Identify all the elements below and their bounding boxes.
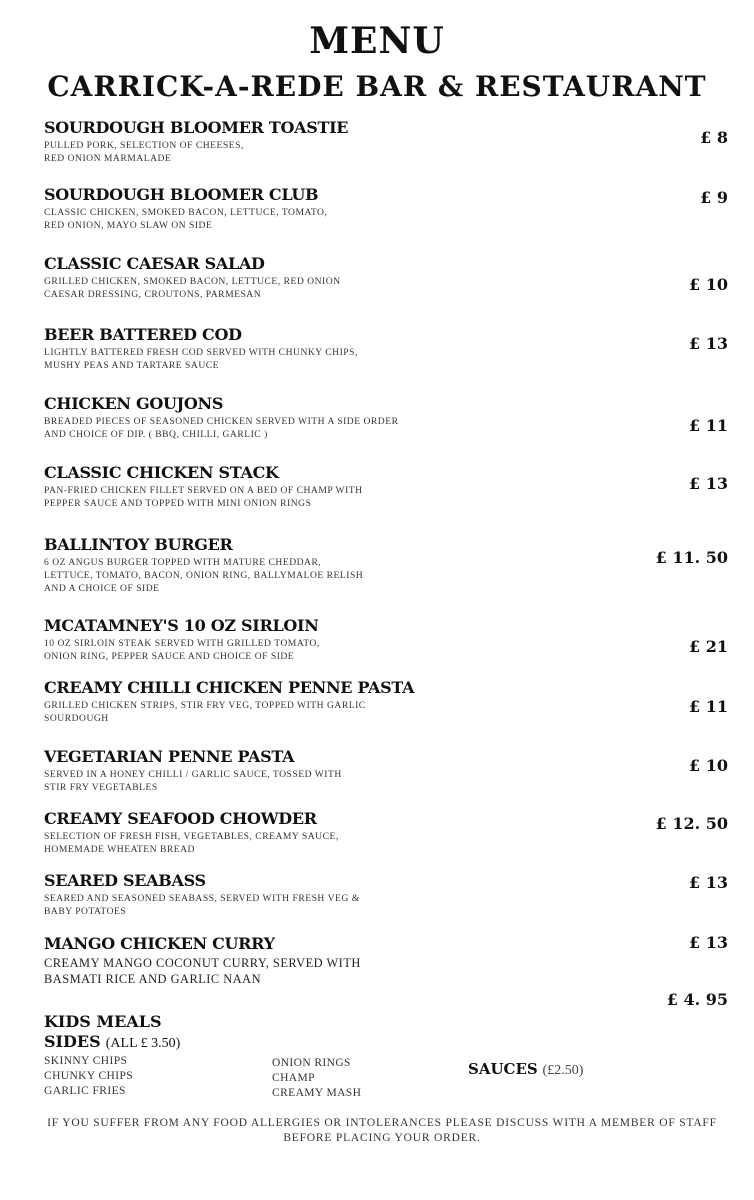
allergy-notice-line: IF YOU SUFFER FROM ANY FOOD ALLERGIES OR INTOLERANCES PLEASE DISCUSS WITH A MEMBER OF STAFF xyxy=(47,1117,717,1129)
menu-item-description xyxy=(44,346,664,372)
description-line: BREADED PIECES OF SEASONED CHICKEN SERVED WITH A SIDE ORDER xyxy=(44,416,399,427)
menu-item-price: £ 12. 50 xyxy=(655,814,728,833)
menu-item-description xyxy=(44,892,664,918)
sauces-price-note: (£2.50) xyxy=(542,1063,584,1078)
menu-item-description xyxy=(44,768,664,794)
menu-item-description xyxy=(44,206,664,232)
description-line: LIGHTLY BATTERED FRESH COD SERVED WITH CHUNKY CHIPS, xyxy=(44,347,358,358)
description-line: CAESAR DRESSING, CROUTONS, PARMESAN xyxy=(44,289,262,300)
menu-item-price: £ 11 xyxy=(689,697,728,716)
menu-item xyxy=(44,678,664,725)
description-line: ONION RING, PEPPER SAUCE AND CHOICE OF SIDE xyxy=(44,651,295,662)
menu-item-name: VEGETARIAN PENNE PASTA xyxy=(44,747,295,766)
menu-item xyxy=(44,934,664,987)
menu-item xyxy=(44,747,664,794)
menu-item-description xyxy=(44,415,664,441)
description-line: HOMEMADE WHEATEN BREAD xyxy=(44,844,195,855)
menu-item-name: MCATAMNEY'S 10 OZ SIRLOIN xyxy=(44,616,319,635)
page-title: MENU xyxy=(309,20,445,62)
menu-item-description xyxy=(44,275,664,301)
menu-item xyxy=(44,325,664,372)
description-line: RED ONION, MAYO SLAW ON SIDE xyxy=(44,220,213,231)
description-line: GRILLED CHICKEN, SMOKED BACON, LETTUCE, RED ONION xyxy=(44,276,341,287)
sides-list-right xyxy=(272,1056,361,1101)
description-line: PULLED PORK, SELECTION OF CHEESES, xyxy=(44,140,244,151)
sides-label: SIDES xyxy=(44,1032,101,1051)
menu-item xyxy=(44,118,664,165)
menu-item-price: £ 10 xyxy=(689,756,728,775)
side-item: GARLIC FRIES xyxy=(44,1085,126,1097)
menu-item-price: £ 21 xyxy=(689,637,728,656)
description-line: AND CHOICE OF DIP. ( BBQ, CHILLI, GARLIC ) xyxy=(44,429,268,440)
menu-item xyxy=(44,185,664,232)
side-item: CHAMP xyxy=(272,1072,315,1084)
menu-item-price: £ 13 xyxy=(689,334,728,353)
description-line: MUSHY PEAS AND TARTARE SAUCE xyxy=(44,360,220,371)
menu-item-price: £ 11. 50 xyxy=(655,548,728,567)
allergy-notice-line: BEFORE PLACING YOUR ORDER. xyxy=(283,1132,481,1144)
menu-item-name: SOURDOUGH BLOOMER TOASTIE xyxy=(44,118,349,137)
menu-item xyxy=(44,616,664,663)
side-item: CHUNKY CHIPS xyxy=(44,1070,134,1082)
description-line: SEARED AND SEASONED SEABASS, SERVED WITH FRESH VEG & xyxy=(44,893,360,904)
sides-price-note: (ALL £ 3.50) xyxy=(105,1036,181,1051)
menu-item-name: CLASSIC CHICKEN STACK xyxy=(44,463,279,482)
description-line: GRILLED CHICKEN STRIPS, STIR FRY VEG, TOPPED WITH GARLIC xyxy=(44,700,366,711)
description-line: CREAMY MANGO COCONUT CURRY, SERVED WITH xyxy=(44,956,361,970)
menu-item-price: £ 8 xyxy=(700,128,728,147)
description-line: 10 OZ SIRLOIN STEAK SERVED WITH GRILLED TOMATO, xyxy=(44,638,320,649)
description-line: 6 OZ ANGUS BURGER TOPPED WITH MATURE CHEDDAR, xyxy=(44,557,322,568)
menu-item-price: £ 10 xyxy=(689,275,728,294)
description-line: CLASSIC CHICKEN, SMOKED BACON, LETTUCE, TOMATO, xyxy=(44,207,328,218)
menu-item xyxy=(44,535,664,595)
sauces-heading xyxy=(468,1060,583,1079)
side-item: ONION RINGS xyxy=(272,1057,351,1069)
description-line: SOURDOUGH xyxy=(44,713,109,724)
menu-item-description xyxy=(44,699,664,725)
menu-item-description xyxy=(44,556,664,595)
menu-item-price: £ 9 xyxy=(700,188,728,207)
side-item: SKINNY CHIPS xyxy=(44,1055,128,1067)
menu-item-description xyxy=(44,139,664,165)
menu-item-description xyxy=(44,955,664,987)
side-item: CREAMY MASH xyxy=(272,1087,362,1099)
menu-item-name: MANGO CHICKEN CURRY xyxy=(44,934,275,953)
description-line: SERVED IN A HONEY CHILLI / GARLIC SAUCE, TOSSED WITH xyxy=(44,769,342,780)
menu-item xyxy=(44,463,664,510)
sides-list-left xyxy=(44,1054,133,1099)
description-line: STIR FRY VEGETABLES xyxy=(44,782,158,793)
menu-item-name: CREAMY SEAFOOD CHOWDER xyxy=(44,809,317,828)
menu-item xyxy=(44,394,664,441)
menu-item-name: SEARED SEABASS xyxy=(44,871,206,890)
menu-item-name: CHICKEN GOUJONS xyxy=(44,394,224,413)
description-line: PEPPER SAUCE AND TOPPED WITH MINI ONION RINGS xyxy=(44,498,312,509)
menu-item-name: BALLINTOY BURGER xyxy=(44,535,233,554)
menu-item xyxy=(44,871,664,918)
menu-item-price: £ 13 xyxy=(689,873,728,892)
menu-item-name: CREAMY CHILLI CHICKEN PENNE PASTA xyxy=(44,678,415,697)
description-line: BABY POTATOES xyxy=(44,906,127,917)
menu-item-price: £ 13 xyxy=(689,933,728,952)
description-line: LETTUCE, TOMATO, BACON, ONION RING, BALLYMALOE RELISH xyxy=(44,570,364,581)
menu-item-price: £ 11 xyxy=(689,416,728,435)
menu-item-description xyxy=(44,484,664,510)
menu-item xyxy=(44,809,664,856)
restaurant-name: CARRICK-A-REDE BAR & RESTAURANT xyxy=(47,70,707,103)
menu-item-name: CLASSIC CAESAR SALAD xyxy=(44,254,265,273)
description-line: PAN-FRIED CHICKEN FILLET SERVED ON A BED OF CHAMP WITH xyxy=(44,485,363,496)
menu-item-description xyxy=(44,830,664,856)
sauces-label: SAUCES xyxy=(468,1060,538,1078)
description-line: BASMATI RICE AND GARLIC NAAN xyxy=(44,972,262,986)
menu-item-name: SOURDOUGH BLOOMER CLUB xyxy=(44,185,319,204)
menu-item-description xyxy=(44,637,664,663)
sides-heading xyxy=(44,1032,180,1052)
description-line: AND A CHOICE OF SIDE xyxy=(44,583,160,594)
menu-item-name: BEER BATTERED COD xyxy=(44,325,242,344)
description-line: SELECTION OF FRESH FISH, VEGETABLES, CREAMY SAUCE, xyxy=(44,831,339,842)
menu-item xyxy=(44,254,664,301)
allergy-notice xyxy=(40,1116,724,1146)
kids-meals-price: £ 4. 95 xyxy=(666,990,728,1009)
description-line: RED ONION MARMALADE xyxy=(44,153,172,164)
kids-meals-heading: KIDS MEALS xyxy=(44,1012,162,1031)
menu-item-price: £ 13 xyxy=(689,474,728,493)
